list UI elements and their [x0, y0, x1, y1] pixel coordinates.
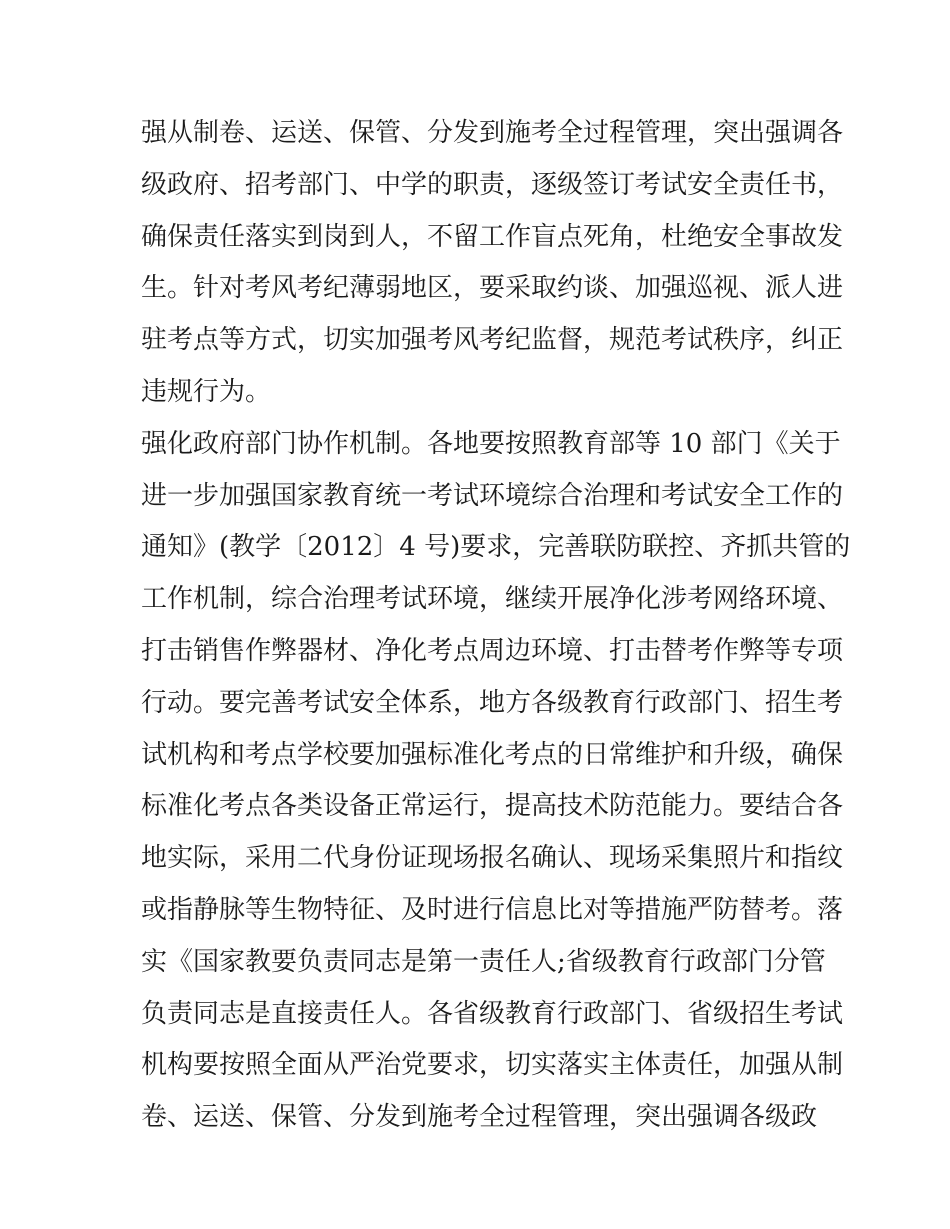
- text-line-2: 级政府、招考部门、中学的职责，逐级签订考试安全责任书，: [141, 169, 844, 200]
- text-line-3: 确保责任落实到岗到人，不留工作盲点死角，杜绝安全事故发: [141, 221, 844, 252]
- text-line-16: 或指静脉等生物特征、及时进行信息比对等措施严防替考。落: [141, 894, 844, 925]
- text-line-17: 实《国家教要负责同志是第一责任人;省级教育行政部门分管: [141, 946, 826, 977]
- text-line-18: 负责同志是直接责任人。各省级教育行政部门、省级招生考试: [141, 998, 844, 1029]
- text-line-9: 通知》(教学〔2012〕4 号)要求，完善联防联控、齐抓共管的: [141, 532, 851, 563]
- text-line-15: 地实际，采用二代身份证现场报名确认、现场采集照片和指纹: [141, 843, 844, 874]
- text-line-19: 机构要按照全面从严治党要求，切实落实主体责任，加强从制: [141, 1050, 844, 1081]
- text-line-5: 驻考点等方式，切实加强考风考纪监督，规范考试秩序，纠正: [141, 325, 844, 356]
- text-line-13: 试机构和考点学校要加强标准化考点的日常维护和升级，确保: [141, 739, 844, 770]
- text-line-6: 违规行为。: [141, 376, 272, 407]
- text-line-8: 进一步加强国家教育统一考试环境综合治理和考试安全工作的: [141, 480, 844, 511]
- text-line-1: 强从制卷、运送、保管、分发到施考全过程管理，突出强调各: [141, 118, 844, 148]
- text-line-4: 生。针对考风考纪薄弱地区，要采取约谈、加强巡视、派人进: [141, 273, 844, 304]
- text-line-7: 强化政府部门协作机制。各地要按照教育部等 10 部门《关于: [141, 428, 841, 459]
- text-line-20: 卷、运送、保管、分发到施考全过程管理，突出强调各级政: [141, 1102, 818, 1133]
- text-line-12: 行动。要完善考试安全体系，地方各级教育行政部门、招生考: [141, 687, 844, 718]
- text-line-14: 标准化考点各类设备正常运行，提高技术防范能力。要结合各: [141, 791, 844, 822]
- body-text: [141, 108, 851, 1144]
- text-line-11: 打击销售作弊器材、净化考点周边环境、打击替考作弊等专项: [141, 635, 844, 666]
- text-line-10: 工作机制，综合治理考试环境，继续开展净化涉考网络环境、: [141, 584, 844, 615]
